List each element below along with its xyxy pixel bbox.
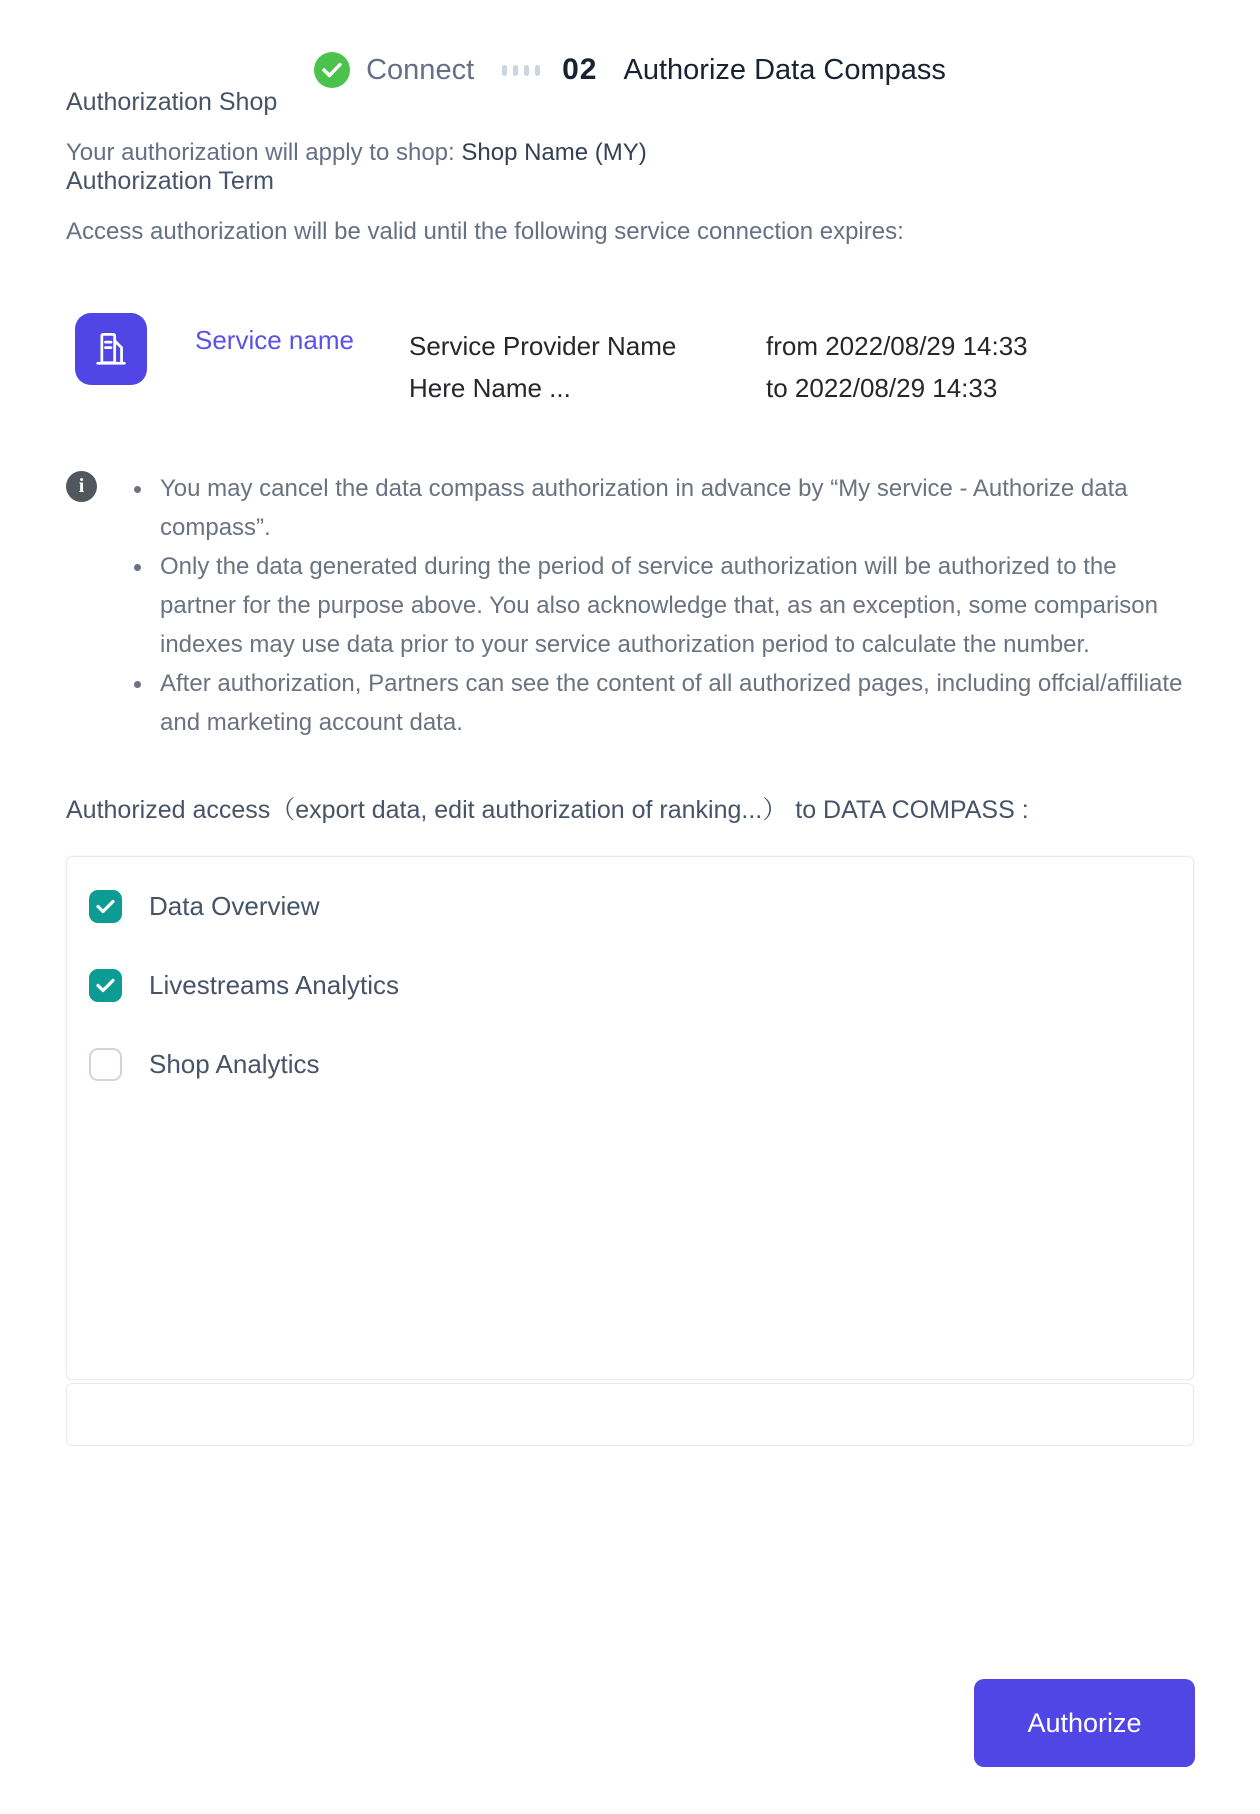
permission-row-livestreams-analytics[interactable] (89, 968, 1169, 1002)
permission-label: Livestreams Analytics (149, 969, 399, 1000)
info-icon: i (66, 471, 97, 502)
authorization-term-description: Access authorization will be valid until the following service connection expires: (66, 218, 904, 245)
permission-row-shop-analytics[interactable] (89, 1047, 1169, 1081)
shop-analytics-checkbox[interactable] (89, 1048, 122, 1081)
permissions-panel (66, 856, 1194, 1380)
shop-name: Shop Name (MY) (461, 139, 647, 166)
shop-description-prefix: Your authorization will apply to shop: (66, 139, 462, 166)
authorized-access-suffix: to DATA COMPASS : (795, 796, 1029, 824)
service-term-dates (766, 325, 1028, 409)
livestreams-analytics-checkbox[interactable] (89, 969, 122, 1002)
service-storefront-icon (75, 313, 147, 385)
service-provider-line1: Service Provider Name (409, 331, 677, 361)
note-item: • You may cancel the data compass authorization in advance by “My service - Authorize data compass”. (154, 469, 1194, 547)
notes-section (66, 469, 1194, 742)
panel-footer-strip (66, 1383, 1194, 1446)
authorized-access-parenthetical: （export data, edit authorization of ranking...） (270, 796, 788, 824)
authorization-shop-description (66, 139, 1194, 167)
authorization-shop-heading: Authorization Shop (66, 88, 278, 116)
page-title: Authorize Data Compass (623, 53, 946, 86)
note-item: • After authorization, Partners can see the content of all authorized pages, including offcial/affiliate and marketing account data. (154, 664, 1194, 742)
step-connect-label: Connect (366, 53, 475, 86)
authorized-access-prefix: Authorized access (66, 796, 271, 824)
authorize-button[interactable]: Authorize (974, 1679, 1195, 1767)
wizard-stepper (0, 0, 1260, 88)
permission-label: Data Overview (149, 890, 320, 921)
step-number: 02 (562, 53, 598, 86)
authorization-term-heading: Authorization Term (66, 167, 274, 195)
footer-action-bar (974, 1679, 1195, 1767)
service-term-from: from 2022/08/29 14:33 (766, 331, 1028, 361)
step-complete-check-icon (314, 52, 350, 88)
note-item: • Only the data generated during the period of service authorization will be authorized to the partner for the purpose above. You also acknowledge that, as an exception, some comparison indexes may use data prior to your service authorization period to calculate the number. (154, 547, 1194, 664)
stepper-dots-separator (502, 65, 540, 76)
service-name-link[interactable]: Service name (195, 325, 354, 355)
data-overview-checkbox[interactable] (89, 890, 122, 923)
permission-label: Shop Analytics (149, 1048, 320, 1079)
authorized-access-heading (66, 790, 1194, 826)
service-provider-name (409, 325, 709, 409)
notes-list (109, 469, 1194, 742)
service-provider-line2: Here Name ... (409, 373, 571, 403)
service-connection-card (75, 313, 1194, 409)
service-term-to: to 2022/08/29 14:33 (766, 373, 998, 403)
permission-row-data-overview[interactable] (89, 889, 1169, 923)
